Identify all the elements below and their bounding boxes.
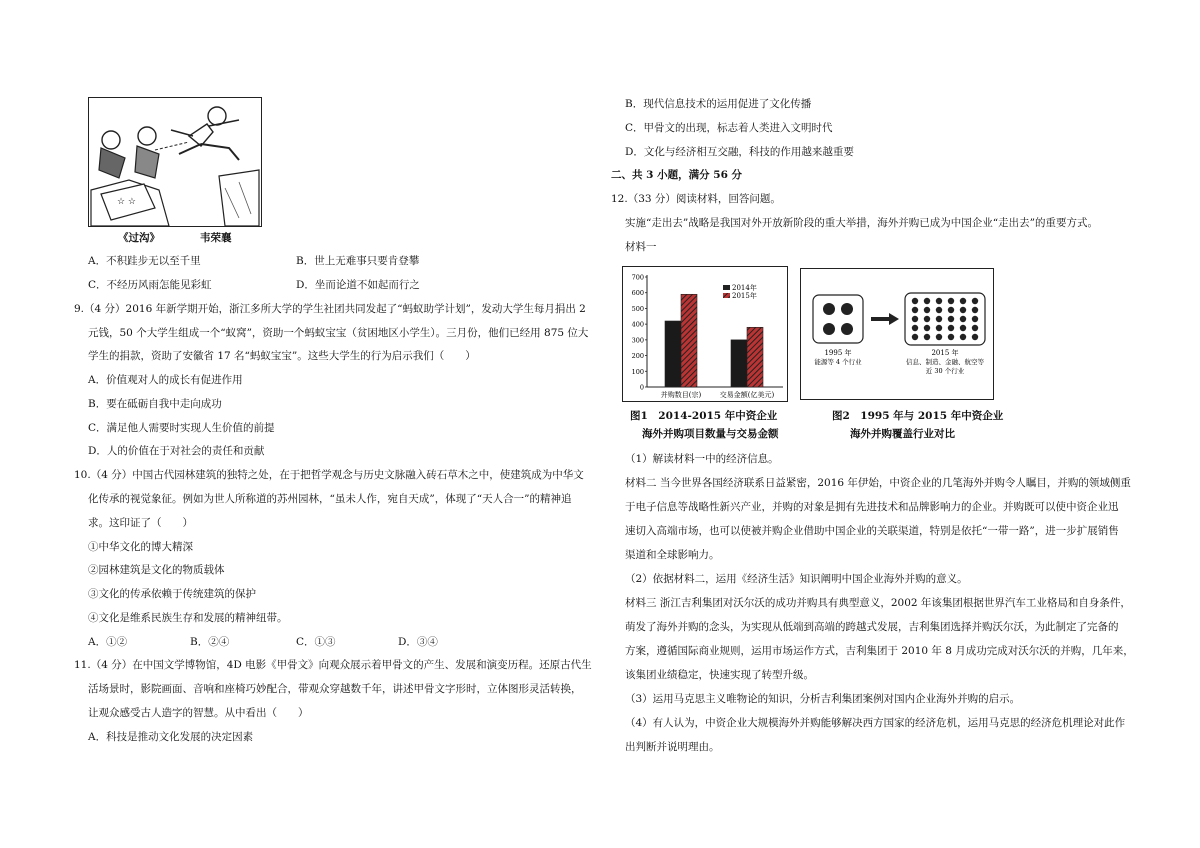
figure-2-caption-line2: 海外并购覆盖行业对比 [850,428,955,440]
y-tick-label: 100 [631,367,644,376]
industry-dot-2015 [924,316,930,322]
industry-dot-2015 [972,325,978,331]
material-3-line3: 方案，遵循国际商业规则，运用市场运作方式，吉利集团于 2010 年 8 月成功完成对沃尔沃的并购，几年来， [625,645,1134,657]
q8-option-c[interactable]: C．不经历风雨怎能见彩虹 [88,279,212,291]
industry-dot-2015 [972,316,978,322]
material-3-line4: 该集团业绩稳定，快速实现了转型升级。 [625,669,814,681]
industry-dot-2015 [948,334,954,340]
industry-dot-2015 [912,334,918,340]
industry-dot-2015 [948,298,954,304]
legend-swatch-2015 [723,293,730,298]
industry-dot-1995 [841,303,853,315]
q11-option-b[interactable]: B．现代信息技术的运用促进了文化传播 [625,98,812,110]
q11-option-a[interactable]: A．科技是推动文化发展的决定因素 [88,731,254,743]
category-label-1: 并购数目(宗) [660,391,702,399]
section-2-heading: 二、共 3 小题，满分 56 分 [611,169,743,181]
industry-dot-1995 [823,323,835,335]
q10-item-4: ④文化是维系民族生存和发展的精神纽带。 [88,612,288,624]
y-tick-label: 600 [631,289,644,298]
material-2-line1: 材料二 当今世界各国经济联系日益紧密，2016 年伊始，中资企业的几笔海外并购令人瞩目，并购的领域侧重 [625,477,1131,489]
q10-item-2: ②园林建筑是文化的物质载体 [88,564,225,576]
q11-stem-line2: 活场景时，影院画面、音响和座椅巧妙配合，带观众穿越数千年，讲述甲骨文字形时，立体图形灵活转换， [88,683,582,695]
figure-2-caption-line1: 图2 1995 年与 2015 年中资企业 [832,410,1004,422]
industry-dot-2015 [912,325,918,331]
q11-option-c[interactable]: C．甲骨文的出现，标志着人类进入文明时代 [625,122,833,134]
industry-dot-2015 [924,298,930,304]
industry-dot-2015 [924,325,930,331]
material-3-line1: 材料三 浙江吉利集团对沃尔沃的成功并购具有典型意义，2002 年该集团根据世界汽车工业格局和自身条件， [625,597,1131,609]
q9-stem-line1: 9.（4 分）2016 年新学期开始，浙江多所大学的学生社团共同发起了“蚂蚁助学计划”，发动大学生每月捐出 2 [74,303,586,315]
industry-dot-2015 [948,325,954,331]
industry-dot-2015 [960,334,966,340]
q12-intro: 实施“走出去”战略是我国对外开放新阶段的重大举措，海外并购已成为中国企业“走出去”的重要方式。 [625,217,1098,229]
bar-2014-cat2 [731,340,747,387]
bar-2015-cat1 [681,294,697,387]
q11-stem-line1: 11.（4 分）在中国文学博物馆，4D 电影《甲骨文》向观众展示着甲骨文的产生、发展和演变历程。还原古代生 [74,659,592,671]
q8-option-a[interactable]: A．不积跬步无以至千里 [88,255,201,267]
industry-dot-2015 [936,316,942,322]
industry-dot-2015 [960,325,966,331]
svg-text:☆ ☆: ☆ ☆ [117,197,136,207]
industry-dot-2015 [912,307,918,313]
industry-dot-2015 [972,307,978,313]
y-tick-label: 400 [631,320,644,329]
q12-sub4-line1: （4）有人认为，中资企业大规模海外并购能够解决西方国家的经济危机，运用马克思的经济危机理论对此作 [625,717,1126,729]
fig2-2015-count: 近 30 个行业 [925,367,965,375]
q10-item-1: ①中华文化的博大精深 [88,541,193,553]
industry-dot-2015 [936,298,942,304]
q10-stem-line1: 10.（4 分）中国古代园林建筑的独特之处，在于把哲学观念与历史文脉融入砖石草木之中，使建筑成为中华文 [74,469,584,481]
industry-dot-1995 [823,303,835,315]
coverage-diagram [801,269,993,399]
industry-dot-2015 [972,334,978,340]
q10-option-c[interactable]: C．①③ [296,636,336,648]
industry-dot-2015 [960,298,966,304]
industry-dot-2015 [936,325,942,331]
industry-dot-1995 [841,323,853,335]
q9-stem-line3: 学生的捐款，资助了安徽省 17 名“蚂蚁宝宝”。这些大学生的行为启示我们（ ） [88,350,476,362]
bar-chart [623,267,787,401]
figure-1-caption-line1: 图1 2014-2015 年中资企业 [630,410,778,422]
cartoon-drawing [89,98,261,226]
figure-1-chart [622,266,788,402]
industry-dot-2015 [924,307,930,313]
q10-stem-line3: 求。这印证了（ ） [88,517,193,529]
industry-dot-2015 [960,316,966,322]
bar-2014-cat1 [665,321,681,387]
q10-option-b[interactable]: B．②④ [190,636,230,648]
q9-stem-line2: 元钱，50 个大学生组成一个“蚁窝”，资助一个蚂蚁宝宝（贫困地区小学生）。三月份，他们已经用 875 位大 [88,327,589,339]
q10-stem-line2: 化传承的视觉象征。例如为世人所称道的苏州园林，“虽未人作，宛自天成”，体现了“天人合一”的精神追 [88,493,572,505]
industry-dot-2015 [936,307,942,313]
q10-option-a[interactable]: A．①② [88,636,128,648]
q9-option-b[interactable]: B．要在砥砺自我中走向成功 [88,398,222,410]
figure-1-caption-line2: 海外并购项目数量与交易金额 [642,428,779,440]
industry-dot-2015 [936,334,942,340]
figure-2-diagram [800,268,994,400]
q10-option-d[interactable]: D．③④ [398,636,438,648]
q12-sub2: （2）依据材料二，运用《经济生活》知识阐明中国企业海外并购的意义。 [625,573,968,585]
material-2-line4: 渠道和全球影响力。 [625,549,720,561]
cartoon-author: 韦荣襄 [200,232,232,244]
y-tick-label: 0 [639,383,644,392]
q9-option-c[interactable]: C．满足他人需要时实现人生价值的前提 [88,422,275,434]
industry-dot-2015 [912,316,918,322]
legend-swatch-2014 [723,285,730,290]
q10-item-3: ③文化的传承依赖于传统建筑的保护 [88,588,256,600]
industry-dot-2015 [912,298,918,304]
q12-sub3: （3）运用马克思主义唯物论的知识，分析吉利集团案例对国内企业海外并购的启示。 [625,693,1021,705]
material-1-label: 材料一 [625,241,657,253]
q12-sub4-line2: 出判断并说明理由。 [625,741,720,753]
industry-dot-2015 [948,307,954,313]
q8-option-d[interactable]: D．坐而论道不如起而行之 [296,279,420,291]
fig2-1995-industries: 能源等 4 个行业 [814,358,862,366]
material-2-line2: 于电子信息等战略性新兴产业，并购的对象是拥有先进技术和品牌影响力的企业。并购既可以使中资企业迅 [625,501,1119,513]
fig2-2015-year: 2015 年 [931,349,959,357]
y-tick-label: 300 [631,336,644,345]
industry-dot-2015 [972,298,978,304]
y-tick-label: 700 [631,273,644,282]
cartoon-title: 《过沟》 [118,232,160,244]
q9-option-d[interactable]: D．人的价值在于对社会的责任和贡献 [88,445,265,457]
y-tick-label: 500 [631,304,644,313]
legend-label-2014: 2014年 [732,284,757,292]
material-2-line3: 速切入高端市场，也可以使被并购企业借助中国企业的关联渠道，特别是依托“一带一路”，进一步扩展销售 [625,525,1119,537]
industry-dot-2015 [960,307,966,313]
industry-dot-2015 [924,334,930,340]
category-label-2: 交易金额(亿美元) [719,391,775,399]
industry-dot-2015 [948,316,954,322]
q11-option-d[interactable]: D．文化与经济相互交融，科技的作用越来越重要 [625,146,854,158]
fig2-2015-industries: 信息、制造、金融、航空等 [906,358,984,366]
y-tick-label: 200 [631,352,644,361]
q11-stem-line3: 让观众感受古人造字的智慧。从中看出（ ） [88,707,309,719]
cartoon-frame [88,97,262,227]
bar-2015-cat2 [747,327,763,387]
q12-heading: 12.（33 分）阅读材料，回答问题。 [611,193,781,205]
q12-sub1: （1）解读材料一中的经济信息。 [625,453,779,465]
q8-option-b[interactable]: B．世上无难事只要肯登攀 [296,255,420,267]
fig2-1995-year: 1995 年 [824,349,852,357]
material-3-line2: 萌发了海外并购的念头，为实现从低端到高端的跨越式发展，吉利集团选择并购沃尔沃，为此制定了完备的 [625,621,1119,633]
q9-option-a[interactable]: A．价值观对人的成长有促进作用 [88,374,243,386]
legend-label-2015: 2015年 [732,292,757,300]
